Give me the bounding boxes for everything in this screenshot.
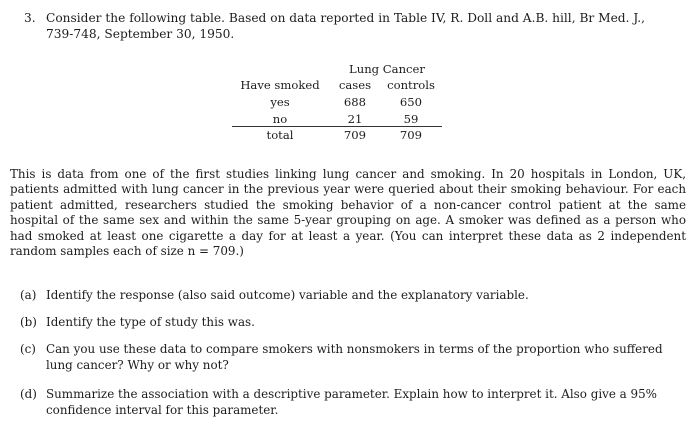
question-c — [20, 342, 670, 373]
table-column-header-row — [232, 78, 442, 94]
question-text: Can you use these data to compare smokers with nonsmokers in terms of the proportion who suffered lung cancer? Why or why not? — [46, 342, 663, 372]
controls-value: 650 — [399, 95, 423, 109]
table-total-row — [232, 128, 442, 144]
table-group-header-row — [232, 62, 442, 78]
question-text: Summarize the association with a descriptive parameter. Explain how to interpret it. Also give a 95% confidence interval for this parameter. — [46, 387, 657, 417]
controls-value: 59 — [403, 112, 419, 126]
cases-value: 688 — [343, 95, 367, 109]
question-label: (b) — [20, 315, 37, 329]
question-text: Identify the type of study this was. — [46, 315, 255, 329]
column-header-controls: controls — [387, 78, 435, 92]
question-b — [20, 315, 670, 331]
problem-number: 3. — [24, 11, 36, 25]
row-label: no — [272, 112, 288, 126]
column-header-cases: cases — [338, 78, 372, 92]
question-text: Identify the response (also said outcome) variable and the explanatory variable. — [46, 288, 529, 302]
question-a — [20, 288, 670, 304]
question-label: (c) — [20, 342, 36, 356]
problem-statement — [24, 10, 684, 42]
table-rule — [232, 126, 442, 127]
cases-value: 21 — [347, 112, 363, 126]
question-label: (d) — [20, 387, 37, 401]
question-label: (a) — [20, 288, 37, 302]
problem-intro-line2: 739-748, September 30, 1950. — [46, 27, 235, 41]
problem-intro-line1: Consider the following table. Based on data reported in Table IV, R. Doll and A.B. hill, Br Med. J., — [46, 11, 646, 25]
lung-cancer-header: Lung Cancer — [349, 62, 425, 76]
question-d — [20, 387, 670, 418]
row-label: yes — [270, 95, 290, 109]
table-row — [232, 95, 442, 111]
total-cases: 709 — [343, 128, 367, 142]
row-header: Have smoked — [240, 78, 320, 92]
total-label: total — [266, 128, 294, 142]
total-controls: 709 — [399, 128, 423, 142]
study-description: This is data from one of the first studies linking lung cancer and smoking. In 20 hospitals in London, UK, patients admitted with lung cancer in the previous year were queried about their smoking behaviour. For each patient admitted, researchers studied the smoking behavior of a non-cancer control patient at the same hospital of the same sex and within the same 5-year grouping on age. A smoker was defined as a person who had smoked at least one cigarette a day for at least a year. (You can interpret these data as 2 independent random samples each of size n = 709.) — [10, 167, 686, 259]
